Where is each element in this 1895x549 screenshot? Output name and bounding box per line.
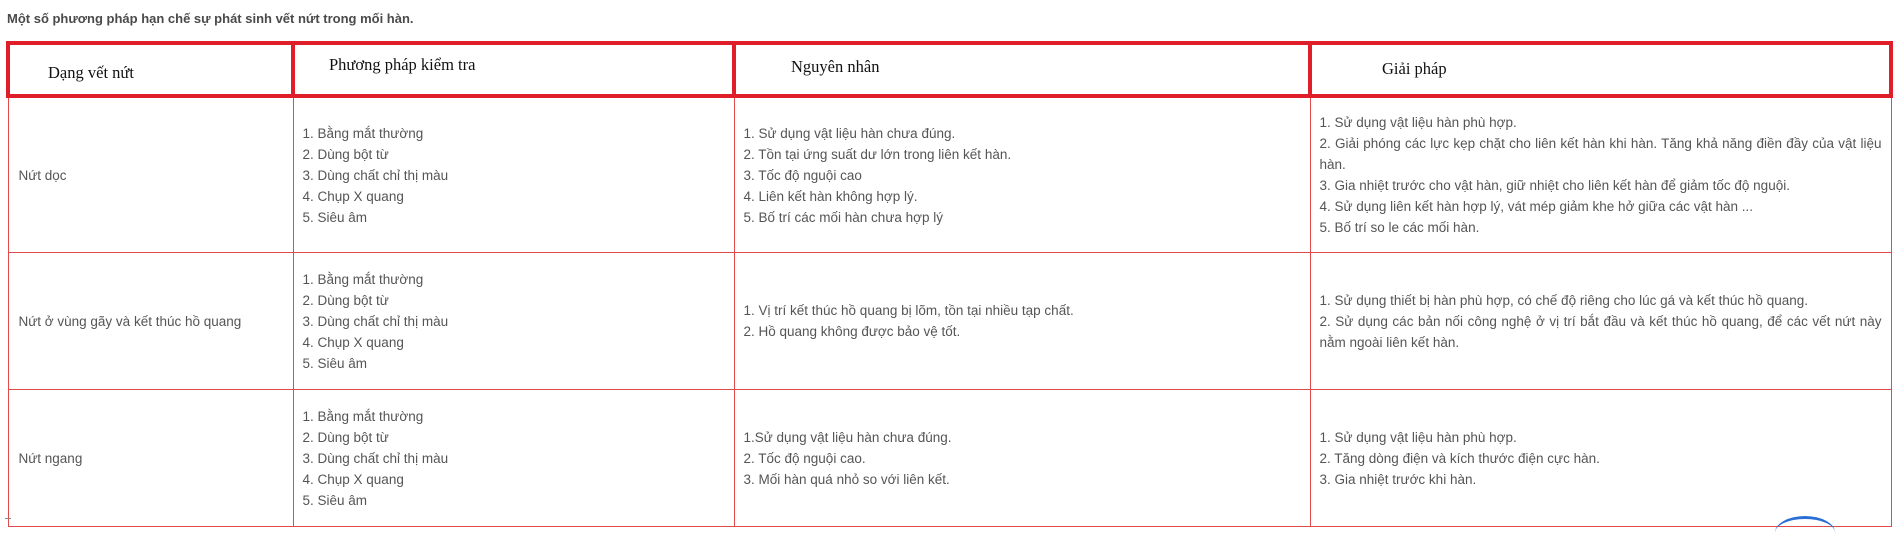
solutions-cell bbox=[1310, 96, 1891, 253]
list-item: 3. Gia nhiệt trước cho vật hàn, giữ nhiệt cho liên kết hàn để giảm tốc độ nguội. bbox=[1319, 178, 1790, 193]
header-cell bbox=[1310, 43, 1891, 96]
crack-type-cell: Nứt ở vùng gãy và kết thúc hồ quang bbox=[8, 253, 293, 390]
solutions-cell bbox=[1310, 390, 1891, 527]
list-item: 1. Sử dụng vật liệu hàn phù hợp. bbox=[1319, 115, 1517, 130]
list-item: 5. Bố trí các mối hàn chưa hợp lý bbox=[743, 209, 943, 225]
list-item: 3. Dùng chất chỉ thị màu bbox=[302, 450, 449, 466]
list-item: 2. Tốc độ nguội cao. bbox=[743, 450, 866, 466]
list-item: 3. Tốc độ nguội cao bbox=[743, 167, 862, 183]
list-item: 3. Dùng chất chỉ thị màu bbox=[302, 313, 449, 329]
list-item: 4. Sử dụng liên kết hàn hợp lý, vát mép giảm khe hở giữa các vật hàn ... bbox=[1319, 199, 1754, 214]
methods-cell bbox=[293, 96, 734, 253]
list-item: 3. Gia nhiệt trước khi hàn. bbox=[1319, 471, 1477, 487]
list-item: 3. Mối hàn quá nhỏ so với liên kết. bbox=[743, 471, 950, 487]
scroll-to-top-arc-icon[interactable] bbox=[1775, 516, 1835, 549]
list-item: 1. Bằng mắt thường bbox=[302, 408, 424, 424]
header-crack-type: Dạng vết nứt bbox=[48, 63, 134, 82]
causes-cell bbox=[734, 390, 1310, 527]
list-item: 1. Bằng mắt thường bbox=[302, 125, 424, 141]
table-row bbox=[8, 253, 1891, 390]
header-cell bbox=[734, 43, 1310, 96]
table-row bbox=[8, 96, 1891, 253]
header-solution: Giải pháp bbox=[1382, 59, 1447, 78]
list-item: 2. Tăng dòng điện và kích thước điện cực hàn. bbox=[1319, 450, 1600, 466]
text-cursor-mark bbox=[5, 518, 11, 523]
table-caption: Một số phương pháp hạn chế sự phát sinh vết nứt trong mối hàn. bbox=[7, 11, 414, 26]
list-item: 1. Vị trí kết thúc hồ quang bị lõm, tồn tại nhiều tạp chất. bbox=[743, 303, 1074, 318]
list-item: 1. Sử dụng vật liệu hàn phù hợp. bbox=[1319, 429, 1517, 445]
list-item: 2. Sử dụng các bản nối công nghệ ở vị trí bắt đầu và kết thúc hồ quang, để các vết nứt này nằm ngoài liên kết hàn. bbox=[1319, 313, 1882, 350]
list-item: 1. Bằng mắt thường bbox=[302, 271, 424, 287]
list-item: 2. Dùng bột từ bbox=[302, 146, 389, 162]
list-item: 1.Sử dụng vật liệu hàn chưa đúng. bbox=[743, 429, 952, 445]
causes-cell bbox=[734, 253, 1310, 390]
list-item: 5. Bố trí so le các mối hàn. bbox=[1319, 220, 1480, 235]
list-item: 5. Siêu âm bbox=[302, 492, 368, 508]
table-row bbox=[8, 390, 1891, 527]
list-item: 5. Siêu âm bbox=[302, 355, 368, 371]
causes-cell bbox=[734, 96, 1310, 253]
methods-cell bbox=[293, 390, 734, 527]
list-item: 4. Liên kết hàn không hợp lý. bbox=[743, 188, 918, 204]
list-item: 1. Sử dụng vật liệu hàn chưa đúng. bbox=[743, 125, 956, 141]
list-item: 4. Chụp X quang bbox=[302, 334, 404, 350]
list-item: 4. Chụp X quang bbox=[302, 471, 404, 487]
list-item: 5. Siêu âm bbox=[302, 209, 368, 225]
list-item: 2. Dùng bột từ bbox=[302, 429, 389, 445]
list-item: 3. Dùng chất chỉ thị màu bbox=[302, 167, 449, 183]
list-item: 2. Dùng bột từ bbox=[302, 292, 389, 308]
crack-type-cell: Nứt ngang bbox=[8, 390, 293, 527]
solutions-cell bbox=[1310, 253, 1891, 390]
methods-cell bbox=[293, 253, 734, 390]
header-cell bbox=[293, 43, 734, 96]
table-header-row bbox=[8, 43, 1891, 96]
list-item: 2. Giải phóng các lực kẹp chặt cho liên kết hàn khi hàn. Tăng khả năng điền đầy của vật liệu hàn. bbox=[1319, 136, 1882, 172]
header-cell bbox=[8, 43, 293, 96]
list-item: 1. Sử dụng thiết bị hàn phù hợp, có chế độ riêng cho lúc gá và kết thúc hồ quang. bbox=[1319, 292, 1808, 308]
crack-type-cell: Nứt dọc bbox=[8, 96, 293, 253]
header-cause: Nguyên nhân bbox=[791, 57, 880, 76]
crack-prevention-table bbox=[6, 41, 1893, 527]
list-item: 2. Hồ quang không được bảo vệ tốt. bbox=[743, 324, 961, 339]
list-item: 4. Chụp X quang bbox=[302, 188, 404, 204]
header-test-method: Phương pháp kiểm tra bbox=[329, 55, 476, 74]
list-item: 2. Tồn tại ứng suất dư lớn trong liên kết hàn. bbox=[743, 146, 1012, 162]
